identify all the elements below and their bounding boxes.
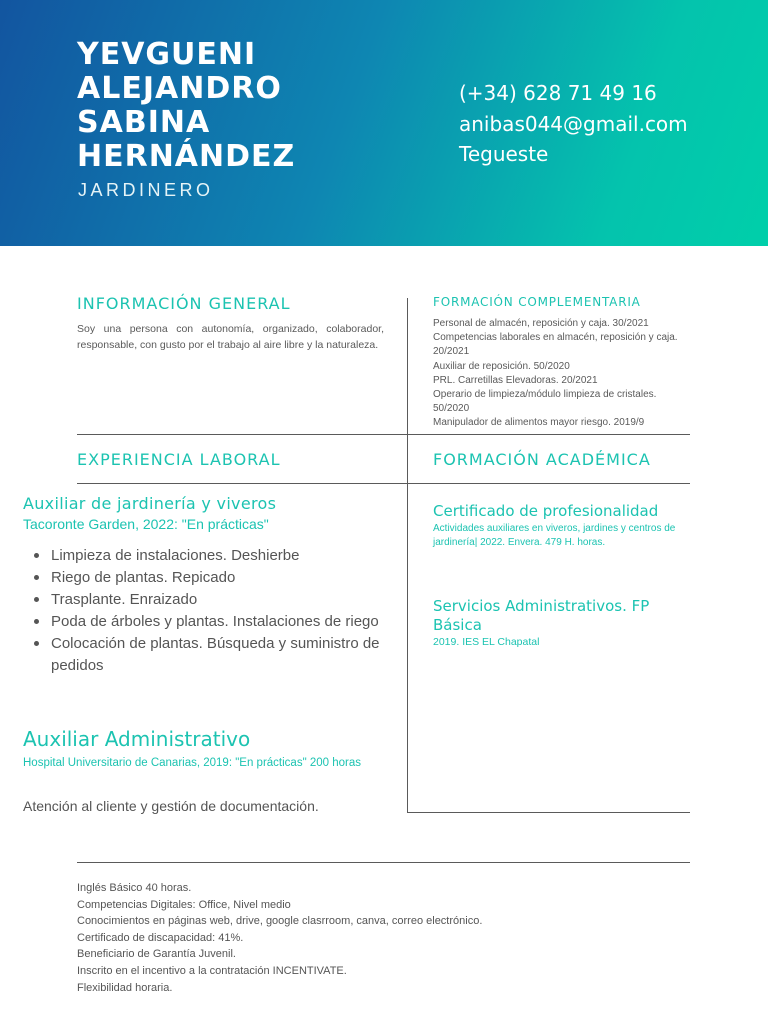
section-divider-2 [77, 483, 690, 484]
city: Tegueste [459, 142, 549, 166]
column-divider [407, 298, 408, 812]
list-item: PRL. Carretillas Elevadoras. 20/2021 [433, 374, 598, 386]
list-item: Poda de árboles y plantas. Instalaciones de riego [33, 611, 405, 633]
list-item: Certificado de discapacidad: 41%. [77, 931, 244, 944]
phone-number: (+34) 628 71 49 16 [459, 81, 657, 105]
section-divider-3 [407, 812, 690, 813]
full-name [77, 38, 407, 174]
complementary-training-list [433, 317, 685, 431]
job-role: JARDINERO [78, 180, 214, 200]
section-divider-4 [77, 862, 690, 863]
list-item: Trasplante. Enraizado [33, 589, 405, 611]
education-detail-2: 2019. IES EL Chapatal [433, 636, 540, 648]
name-line-1: YEVGUENI [77, 37, 257, 72]
list-item: Riego de plantas. Repicado [33, 567, 405, 589]
complementary-training-title: FORMACIÓN COMPLEMENTARIA [433, 295, 641, 309]
name-line-3: SABINA [77, 105, 211, 140]
list-item: Operario de limpieza/módulo limpieza de cristales. 50/2020 [433, 389, 657, 415]
list-item: Flexibilidad horaria. [77, 981, 173, 994]
list-item: Competencias Digitales: Office, Nivel medio [77, 898, 291, 911]
list-item: Inscrito en el incentivo a la contratación INCENTIVATE. [77, 964, 347, 977]
job-title-2: Auxiliar Administrativo [23, 727, 251, 751]
job-title-1: Auxiliar de jardinería y viveros [23, 494, 277, 513]
list-item: Limpieza de instalaciones. Deshierbe [33, 545, 405, 567]
header-banner [0, 0, 768, 246]
email-address: anibas044@gmail.com [459, 111, 688, 136]
education-detail-1: Actividades auxiliares en viveros, jardines y centros de jardinería| 2022. Envera. 479 H. horas. [433, 523, 676, 548]
general-info-text: Soy una persona con autonomía, organizado, colaborador, responsable, con gusto por el trabajo al aire libre y la naturaleza. [77, 323, 384, 351]
name-line-2: ALEJANDRO [77, 71, 282, 106]
education-title-2: Servicios Administrativos. FP Básica [433, 597, 650, 634]
list-item: Personal de almacén, reposición y caja. 30/2021 [433, 318, 649, 329]
section-divider-1 [77, 434, 690, 435]
job-description-2: Atención al cliente y gestión de documentación. [23, 798, 319, 814]
academic-training-title: FORMACIÓN ACADÉMICA [433, 450, 651, 469]
list-item: Manipulador de alimentos mayor riesgo. 2019/9 [433, 417, 645, 429]
contact-block [459, 78, 688, 170]
list-item: Conocimientos en páginas web, drive, google clasrroom, canva, correo electrónico. [77, 915, 483, 928]
list-item: Beneficiario de Garantía Juvenil. [77, 948, 236, 961]
education-title-1: Certificado de profesionalidad [433, 502, 659, 520]
name-line-4: HERNÁNDEZ [77, 139, 296, 174]
job-subtitle-1: Tacoronte Garden, 2022: "En prácticas" [23, 516, 269, 532]
list-item: Competencias laborales en almacén, reposición y caja. 20/2021 [433, 332, 678, 358]
general-info-title: INFORMACIÓN GENERAL [77, 294, 291, 313]
job-tasks-list [33, 545, 405, 677]
work-experience-title: EXPERIENCIA LABORAL [77, 450, 281, 469]
job-subtitle-2: Hospital Universitario de Canarias, 2019: "En prácticas" 200 horas [23, 757, 362, 769]
list-item: Auxiliar de reposición. 50/2020 [433, 360, 570, 372]
additional-info [77, 880, 677, 996]
list-item: Inglés Básico 40 horas. [77, 882, 192, 894]
list-item: Colocación de plantas. Búsqueda y suministro de pedidos [33, 633, 405, 677]
